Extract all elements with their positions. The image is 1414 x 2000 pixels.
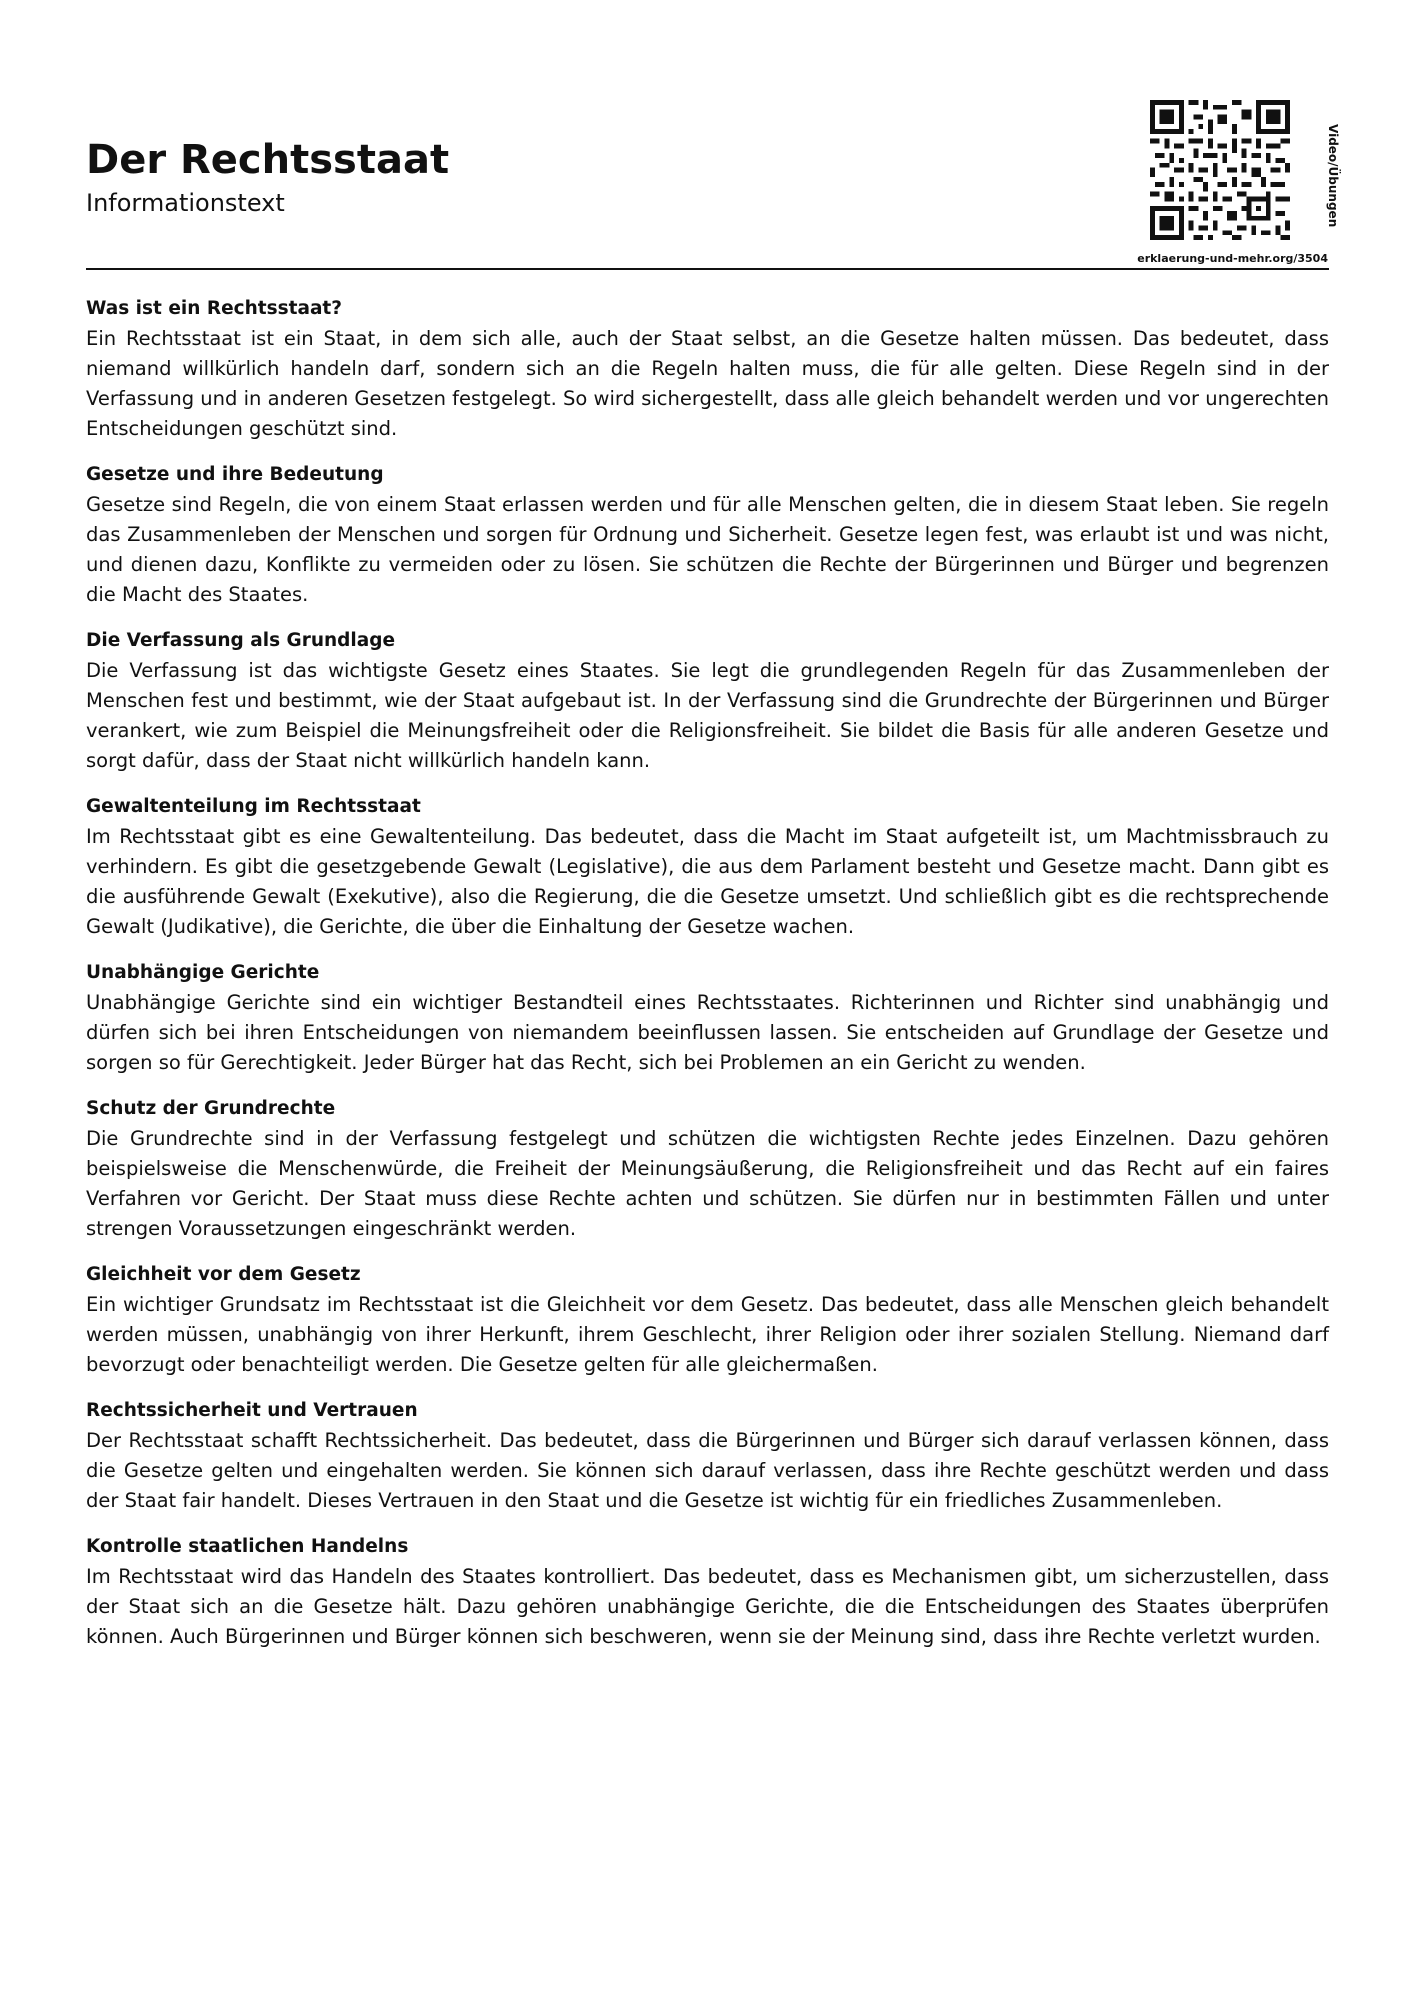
section-fundamental-rights: [86, 1094, 1329, 1244]
section-paragraph: Im Rechtsstaat wird das Handeln des Staates kontrolliert. Das bedeutet, dass es Mechanismen gibt, um sicherzustellen, dass der Staat sich an die Gesetze hält. Dazu gehören unabhängige Gerichte, die die Entscheidungen des Staates überprüfen können. Auch Bürgerinnen und Bürger können sich beschweren, wenn sie der Meinung sind, dass ihre Rechte verletzt wurden.: [86, 1565, 1329, 1648]
section-what-is-rechtsstaat: [86, 294, 1329, 444]
section-paragraph: Im Rechtsstaat gibt es eine Gewaltenteilung. Das bedeutet, dass die Macht im Staat aufgeteilt ist, um Machtmissbrauch zu verhindern. Es gibt die gesetzgebende Gewalt (Legislative), die aus dem Parlament besteht und Gesetze macht. Dann gibt es die ausführende Gewalt (Exekutive), also die Regierung, die die Gesetze umsetzt. Und schließlich gibt es die rechtsprechende Gewalt (Judikative), die Gerichte, die über die Einhaltung der Gesetze wachen.: [86, 825, 1329, 938]
section-constitution: [86, 626, 1329, 776]
page-title: Der Rechtsstaat: [86, 137, 450, 183]
section-paragraph: Ein Rechtsstaat ist ein Staat, in dem sich alle, auch der Staat selbst, an die Gesetze halten müssen. Das bedeutet, dass niemand willkürlich handeln darf, sondern sich an die Regeln halten muss, die für alle gelten. Diese Regeln sind in der Verfassung und in anderen Gesetzen festgelegt. So wird sichergestellt, dass alle gleich behandelt werden und vor ungerechten Entscheidungen geschützt sind.: [86, 327, 1329, 440]
section-heading: Gleichheit vor dem Gesetz: [86, 1264, 361, 1285]
header-divider: [86, 268, 1329, 270]
section-paragraph: Unabhängige Gerichte sind ein wichtiger Bestandteil eines Rechtsstaates. Richterinnen und Richter sind unabhängig und dürfen sich bei ihren Entscheidungen von niemandem beeinflussen lassen. Sie entscheiden auf Grundlage der Gesetze und sorgen so für Gerechtigkeit. Jeder Bürger hat das Recht, sich bei Problemen an ein Gericht zu wenden.: [86, 991, 1329, 1074]
page-subtitle: Informationstext: [86, 189, 285, 217]
section-separation-of-powers: [86, 792, 1329, 942]
source-url[interactable]: erklaerung-und-mehr.org/3504: [1137, 252, 1328, 265]
section-heading: Was ist ein Rechtsstaat?: [86, 298, 343, 319]
section-heading: Unabhängige Gerichte: [86, 962, 320, 983]
section-paragraph: Gesetze sind Regeln, die von einem Staat erlassen werden und für alle Menschen gelten, die in diesem Staat leben. Sie regeln das Zusammenleben der Menschen und sorgen für Ordnung und Sicherheit. Gesetze legen fest, was erlaubt ist und was nicht, und dienen dazu, Konflikte zu vermeiden oder zu lösen. Sie schützen die Rechte der Bürgerinnen und Bürger und begrenzen die Macht des Staates.: [86, 493, 1329, 606]
section-heading: Gewaltenteilung im Rechtsstaat: [86, 796, 421, 817]
qr-code-icon[interactable]: [1150, 100, 1290, 240]
section-heading: Kontrolle staatlichen Handelns: [86, 1536, 409, 1557]
section-paragraph: Der Rechtsstaat schafft Rechtssicherheit. Das bedeutet, dass die Bürgerinnen und Bürger sich darauf verlassen können, dass die Gesetze gelten und eingehalten werden. Sie können sich darauf verlassen, dass ihre Rechte geschützt werden und dass der Staat fair handelt. Dieses Vertrauen in den Staat und die Gesetze ist wichtig für ein friedliches Zusammenleben.: [86, 1429, 1329, 1512]
section-laws-meaning: [86, 460, 1329, 610]
main-content: [86, 294, 1329, 1668]
section-independent-courts: [86, 958, 1329, 1078]
video-exercises-label: Video/Übungen: [1326, 124, 1340, 228]
section-equality: [86, 1260, 1329, 1380]
section-legal-certainty: [86, 1396, 1329, 1516]
section-heading: Rechtssicherheit und Vertrauen: [86, 1400, 418, 1421]
section-heading: Gesetze und ihre Bedeutung: [86, 464, 384, 485]
section-state-control: [86, 1532, 1329, 1652]
section-paragraph: Die Verfassung ist das wichtigste Gesetz eines Staates. Sie legt die grundlegenden Regeln für das Zusammenleben der Menschen fest und bestimmt, wie der Staat aufgebaut ist. In der Verfassung sind die Grundrechte der Bürgerinnen und Bürger verankert, wie zum Beispiel die Meinungsfreiheit oder die Religionsfreiheit. Sie bildet die Basis für alle anderen Gesetze und sorgt dafür, dass der Staat nicht willkürlich handeln kann.: [86, 659, 1329, 772]
section-paragraph: Die Grundrechte sind in der Verfassung festgelegt und schützen die wichtigsten Rechte jedes Einzelnen. Dazu gehören beispielsweise die Menschenwürde, die Freiheit der Meinungsäußerung, die Religionsfreiheit und das Recht auf ein faires Verfahren vor Gericht. Der Staat muss diese Rechte achten und schützen. Sie dürfen nur in bestimmten Fällen und unter strengen Voraussetzungen eingeschränkt werden.: [86, 1127, 1329, 1240]
section-heading: Die Verfassung als Grundlage: [86, 630, 396, 651]
section-heading: Schutz der Grundrechte: [86, 1098, 336, 1119]
section-paragraph: Ein wichtiger Grundsatz im Rechtsstaat ist die Gleichheit vor dem Gesetz. Das bedeutet, dass alle Menschen gleich behandelt werden müssen, unabhängig von ihrer Herkunft, ihrem Geschlecht, ihrer Religion oder ihrer sozialen Stellung. Niemand darf bevorzugt oder benachteiligt werden. Die Gesetze gelten für alle gleichermaßen.: [86, 1293, 1329, 1376]
